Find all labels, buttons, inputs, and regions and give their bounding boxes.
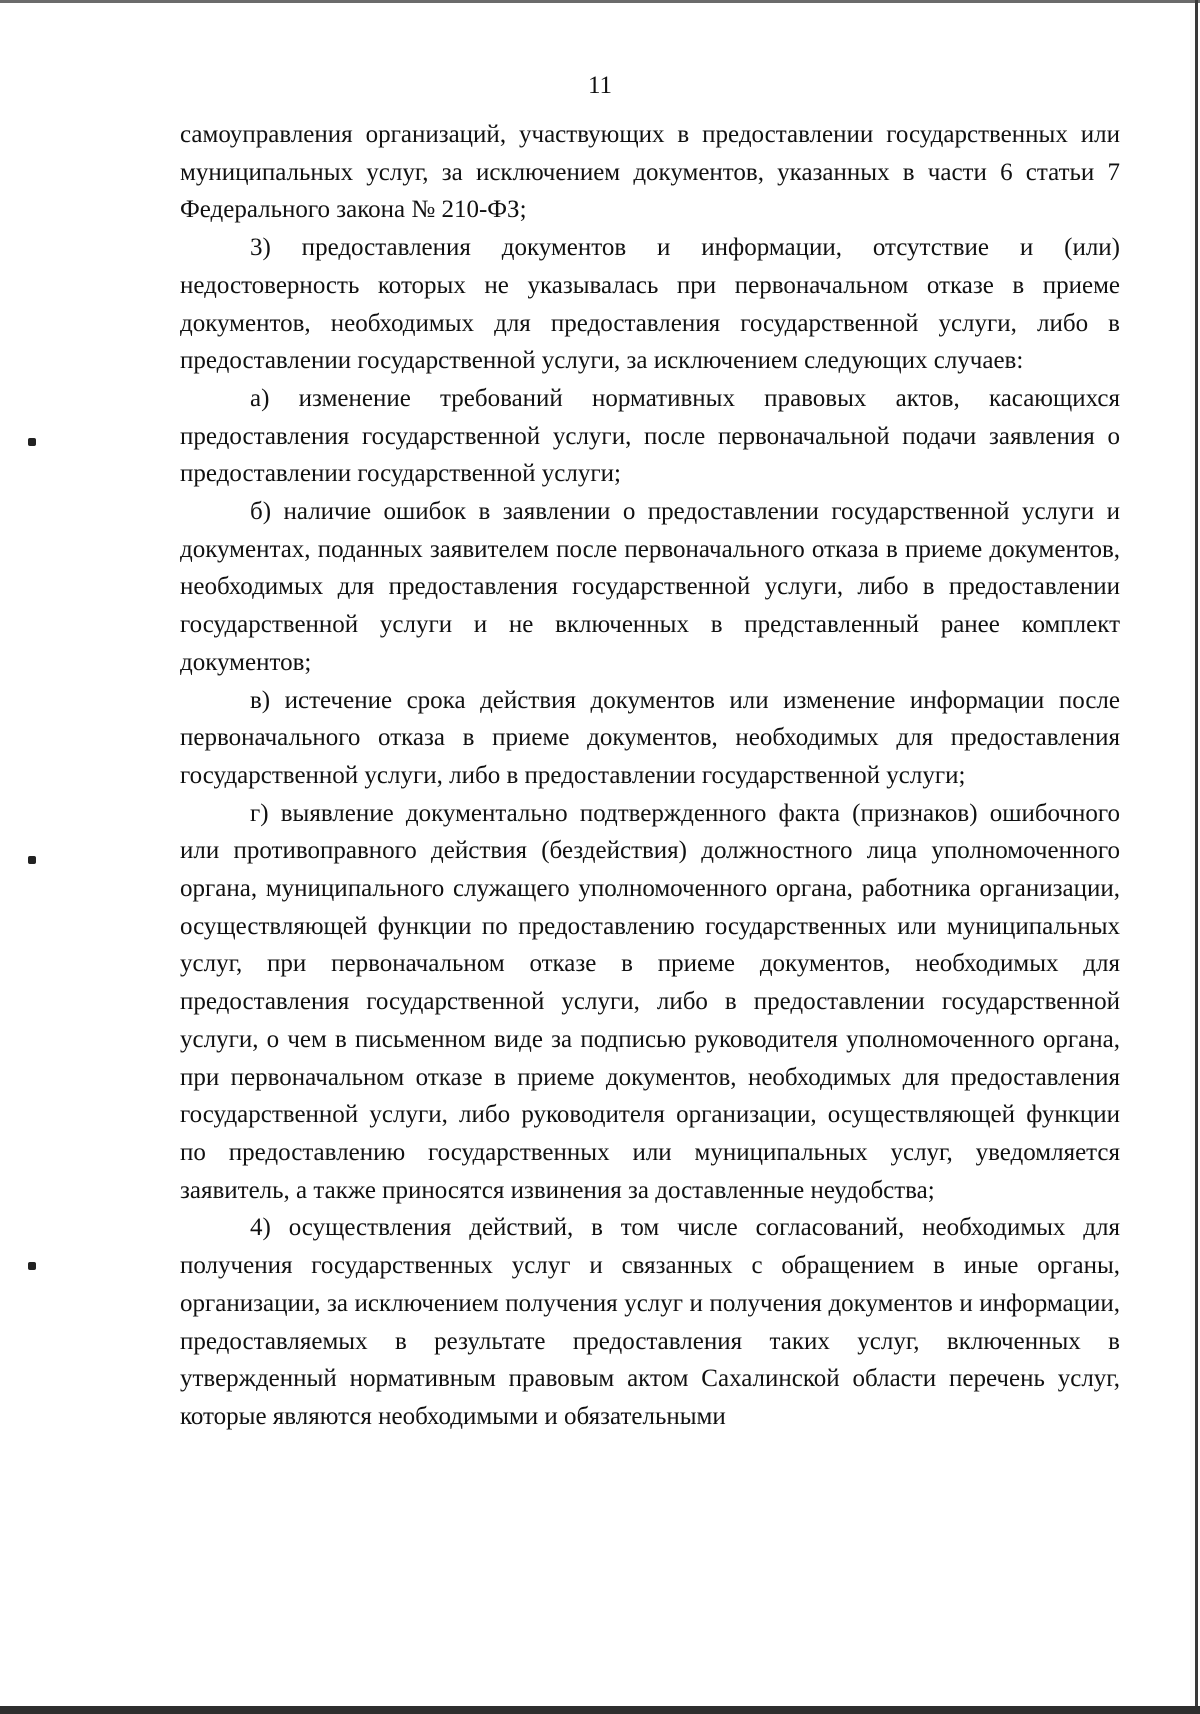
scan-edge-bottom: [0, 1706, 1200, 1714]
paragraph: 3) предоставления документов и информации, отсутствие и (или) недостоверность которых не указывалась при первоначальном отказе в приеме документов, необходимых для предоставления государственной услуги, либо в предоставлении государственной услуги, за исключением следующих случаев:: [180, 234, 1120, 375]
paragraph: б) наличие ошибок в заявлении о предоставлении государственной услуги и документах, поданных заявителем после первоначального отказа в приеме документов, необходимых для предоставления государственной услуги, либо в предоставлении государственной услуги и не включенных в представленный ранее комплект документов;: [180, 498, 1120, 676]
document-body: [180, 116, 1120, 1436]
margin-mark: [28, 438, 36, 446]
paragraph: г) выявление документально подтвержденного факта (признаков) ошибочного или противоправного действия (бездействия) должностного лица уполномоченного органа, муниципального служащего уполномоченного органа, работника организации, осуществляющей функции по предоставлению государственных или муниципальных услуг, при первоначальном отказе в приеме документов, необходимых для предоставления государственной услуги, либо в предоставлении государственной услуги, о чем в письменном виде за подписью руководителя уполномоченного органа, при первоначальном отказе в приеме документов, необходимых для предоставления государственной услуги, либо руководителя организации, осуществляющей функции по предоставлению государственных или муниципальных услуг, уведомляется заявитель, а также приносятся извинения за доставленные неудобства;: [180, 799, 1120, 1204]
paragraph: самоуправления организаций, участвующих в предоставлении государственных или муниципальных услуг, за исключением документов, указанных в части 6 статьи 7 Федерального закона № 210-ФЗ;: [180, 121, 1120, 224]
scan-edge-top: [0, 0, 1200, 3]
paragraph: 4) осуществления действий, в том числе согласований, необходимых для получения государственных услуг и связанных с обращением в иные органы, организации, за исключением получения услуг и получения документов и информации, предоставляемых в результате предоставления таких услуг, включенных в утвержденный нормативным правовым актом Сахалинской области перечень услуг, которые являются необходимыми и обязательными: [180, 1214, 1120, 1430]
page-number: 11: [587, 72, 613, 99]
scan-edge-right: [1195, 0, 1198, 1714]
margin-mark: [28, 1262, 36, 1270]
paragraph: а) изменение требований нормативных правовых актов, касающихся предоставления государственной услуги, после первоначальной подачи заявления о предоставлении государственной услуги;: [180, 384, 1120, 488]
paragraph: в) истечение срока действия документов или изменение информации после первоначального отказа в приеме документов, необходимых для предоставления государственной услуги, либо в предоставлении государственной услуги;: [180, 686, 1120, 789]
margin-mark: [28, 856, 36, 864]
